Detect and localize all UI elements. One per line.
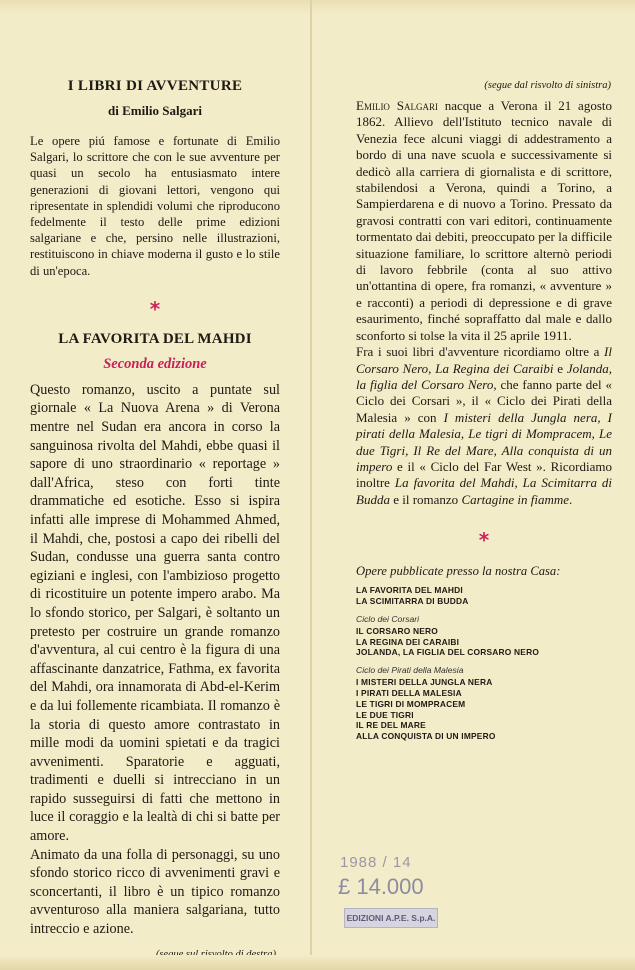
left-flap	[30, 78, 280, 960]
cycle-corsari-label: Ciclo dei Corsari	[356, 613, 420, 624]
works-text: Fra i suoi libri d'avventure ricordiamo oltre a	[356, 344, 605, 360]
cycle-pirati-label: Ciclo dei Pirati della Malesia	[356, 665, 464, 676]
author-name: Emilio Salgari	[356, 98, 438, 113]
right-flap	[356, 98, 612, 742]
list-item: JOLANDA, LA FIGLIA DEL CORSARO NERO	[356, 647, 540, 658]
book-title: LA FAVORITA DEL MAHDI	[58, 330, 252, 347]
list-item: LA FAVORITA DEL MAHDI	[356, 585, 463, 596]
separator-asterisk: *	[478, 528, 490, 553]
works-title: I misteri della Jungla nera, I pirati della Malesia, Le tigri di Mompracem, Le due Tigri, Il Re del Mare, Alla conquista di un impero	[356, 409, 613, 474]
works-text: e il « Ciclo del Far West ». Ricordiamo inoltre	[356, 458, 612, 491]
works-text: e	[553, 360, 567, 376]
bio-text: nacque a Verona il 21 agosto 1862. Allievo dell'Istituto tecnico navale di Venezia fece alcuni viaggi di addestramento a bordo di una nave scuola e successivamente si dedicò alla carriera di giornalista e di scrittore, stabilendosi a Verona, quindi a Torino, a Sampierdarena e di nuovo a Torino. Pressato da gravosi contratti con vari editori, continuamente tormentato dai debiti, preoccupato per la difficile situazione familiare, lo scrittore alternò periodi di lavoro febbrile (conta al suo attivo un'ottantina di opere, fra romanzi, « avventure » e racconti) a periodi di depressione e di grave esaurimento, finché sopraffatto dal male e dallo sconforto si tolse la vita il 25 aprile 1911.	[356, 98, 612, 343]
author-biography	[356, 98, 612, 344]
works-title: Il Corsaro Nero, La Regina dei Caraibi	[356, 344, 612, 376]
bottom-edge	[0, 955, 635, 970]
series-title: I LIBRI DI AVVENTURE	[67, 78, 243, 94]
list-item: LA REGINA DEI CARAIBI	[356, 636, 460, 647]
works-text: , che fanno parte del « Ciclo dei Corsari », il « Ciclo dei Pirati della Malesia » con	[356, 376, 612, 425]
price-sticker	[326, 850, 450, 936]
list-item: IL RE DEL MARE	[356, 720, 426, 731]
list-item: LA SCIMITARRA DI BUDDA	[356, 595, 469, 606]
edition-label: Seconda edizione	[103, 355, 207, 372]
list-item: LE DUE TIGRI	[356, 709, 414, 720]
stamp-code: 1988 / 14	[340, 854, 412, 871]
list-item: I MISTERI DELLA JUNGLA NERA	[356, 677, 493, 688]
synopsis-paragraph-1: Questo romanzo, uscito a puntate sul giornale « La Nuova Arena » di Verona mentre nel Sudan era ancora in corso la sanguinosa rivolta del Mahdi, ebbe quasi il sapore di uno straordinario « reportage » dall'Africa, steso con forti tinte drammatiche ed esotiche. Esso si ispira infatti alle imprese di Mohammed Ahmed, il Mahdi, che, postosi a capo dei ribelli del Sudan, condusse una guerra santa contro egiziani e inglesi, con l'ambizioso progetto di ricostituire un potente impero arabo. Ma lo sfondo storico, per Salgari, è soltanto un pretesto per costruire un grande romanzo d'avventura, al cui centro è la figura di una affascinante danzatrice, Fathma, ex favorita del Mahdi, ora innamorata di Abd-el-Kerim e da lui follemente ricambiata. Il romanzo è la storia di questo amore contrastato in mille modi da uomini spietati e da tragici avvenimenti. Sparatorie e agguati, tradimenti e duelli si intrecciano in un rapido susseguirsi di fatti che mettono in luce il coraggio e la lealtà di chi si batte per amore.	[30, 381, 280, 845]
synopsis-paragraph-2: Animato da una folla di personaggi, su uno sfondo storico ricco di avvenimenti gravi e sconcertanti, il libro è un tipico romanzo avventuroso alla maniera salgariana, tutto intreccio e azione.	[30, 846, 280, 938]
continued-from-note: (segue dal risvolto di sinistra)	[484, 80, 611, 91]
top-edge	[0, 0, 635, 14]
works-paragraph	[356, 344, 612, 508]
fold-line	[310, 0, 312, 970]
cycle-corsari-list	[356, 626, 612, 658]
cycle-pirati-list	[356, 677, 612, 742]
published-works-heading: Opere pubblicate presso la nostra Casa:	[356, 564, 561, 579]
standalone-list	[356, 585, 612, 607]
works-title: Cartagine in fiamme	[461, 491, 570, 507]
list-item: I PIRATI DELLA MALESIA	[356, 687, 462, 698]
works-text: e il romanzo	[389, 491, 462, 507]
works-title: La favorita del Mahdi, La Scimitarra di Budda	[356, 475, 613, 507]
series-intro: Le opere piú famose e fortunate di Emilio Salgari, lo scrittore che con le sue avventure per quasi un secolo ha entusiasmato intere generazioni di giovani lettori, vengono qui ripresentate in splendidi volumi che riproducono fedelmente il testo delle prime edizioni salgariane e che, persino nelle illustrazioni, restituiscono in chiave moderna il gusto e lo stile di un'epoca.	[30, 134, 280, 278]
publisher-sticker: EDIZIONI A.P.E. S.p.A.	[344, 908, 438, 928]
works-text: .	[569, 491, 573, 507]
separator-asterisk: *	[149, 296, 161, 321]
list-item: IL CORSARO NERO	[356, 625, 438, 636]
works-title: Jolanda, la figlia del Corsaro Nero	[356, 360, 612, 392]
stamp-price: £ 14.000	[338, 874, 424, 899]
list-item: LE TIGRI DI MOMPRACEM	[356, 698, 466, 709]
list-item: ALLA CONQUISTA DI UN IMPERO	[356, 731, 496, 742]
series-author: di Emilio Salgari	[108, 103, 202, 118]
